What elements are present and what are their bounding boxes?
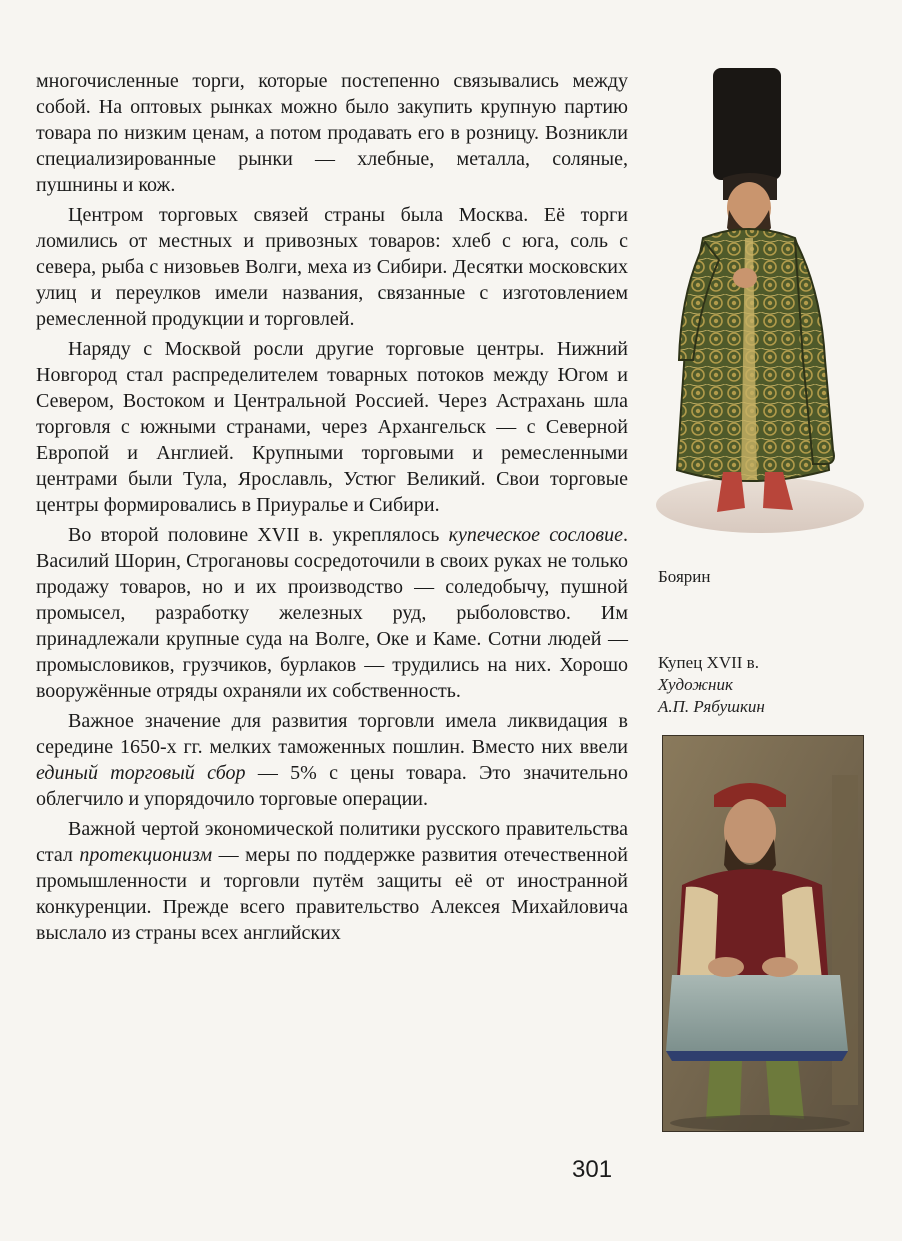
- text-segment: — 5% с цены товара. Это значительно облегчило и упорядочило торговые операции.: [36, 762, 628, 810]
- tall-fur-hat: [713, 68, 781, 180]
- paragraph: [36, 708, 628, 812]
- hand: [733, 268, 757, 288]
- merchant-caption-artist-name: А.П. Рябушкин: [658, 697, 765, 716]
- paragraph: [36, 336, 628, 518]
- italic-term: купеческое сословие: [448, 524, 623, 546]
- italic-term: протекционизм: [79, 844, 213, 866]
- text-segment: Важное значение для развития торговли имела ликвидация в середине 1650-х гг. мелких таможенных пошлин. Вместо них ввели: [36, 710, 628, 758]
- merchant-left-hand: [708, 957, 744, 977]
- merchant-caption-artist-label: Художник: [658, 675, 733, 694]
- text-segment: многочисленные торги, которые постепенно связывались между собой. На оптовых рынках можно было закупить крупную партию товара по низким ценам, а потом продавать его в розницу. Возникли специализированные рынки — хлебные, металла, соляные, пушнины и кож.: [36, 70, 628, 196]
- ground-shadow: [656, 477, 864, 533]
- text-segment: — меры по поддержке развития отечественной промышленности и торговли путём защиты её от иностранной конкуренции. Прежде всего правительство Алексея Михайловича выслало из страны всех английских: [36, 844, 628, 944]
- boyar-illustration: [653, 60, 867, 536]
- merchant-caption-title: Купец XVII в.: [658, 653, 759, 672]
- paragraph: [36, 68, 628, 198]
- paragraph: [36, 816, 628, 946]
- text-segment: Во второй половине XVII в. укреплялось: [68, 524, 449, 546]
- tablecloth-border: [666, 1051, 848, 1061]
- merchant-right-boot: [766, 1061, 804, 1119]
- text-segment: Центром торговых связей страны была Москва. Её торги ломились от местных и привозных товаров: хлеб с юга, соль с севера, рыба с низовьев Волги, меха из Сибири. Десятки московских улиц и переулков имели названия, связанные с изготовлением ремесленной продукции и торговлей.: [36, 204, 628, 330]
- merchant-left-boot: [706, 1061, 742, 1119]
- merchant-caption: [658, 652, 765, 718]
- paragraph: [36, 202, 628, 332]
- main-text: [36, 68, 628, 950]
- italic-term: единый торговый сбор: [36, 762, 246, 784]
- boyar-caption: Боярин: [658, 567, 711, 586]
- merchant-right-hand: [762, 957, 798, 977]
- text-segment: Важной чертой экономической политики русского правительства стал: [36, 818, 628, 866]
- merchant-painting: [662, 735, 864, 1132]
- tablecloth: [666, 975, 848, 1051]
- text-segment: . Василий Шорин, Строгановы сосредоточили в своих руках не только продажу товаров, но и их производство — соледобычу, пушной промысел, разработку железных руд, рыболовство. Им принадлежали крупные суда на Волге, Оке и Каме. Сотни людей — промысловиков, грузчиков, бурлаков — трудились на них. Хорошо вооружённые отряды охраняли их собственность.: [36, 524, 628, 702]
- text-segment: Наряду с Москвой росли другие торговые центры. Нижний Новгород стал распределителем товарных потоков между Югом и Севером, Востоком и Центральной Россией. Через Астрахань шла торговля с южными странами, через Архангельск — с Северной Европой и Англией. Крупными торговыми и ремесленными центрами были Тула, Ярославль, Устюг Великий. Свои торговые центры формировались в Приуралье и Сибири.: [36, 338, 628, 516]
- paragraph: [36, 522, 628, 704]
- page-number: 301: [572, 1156, 613, 1183]
